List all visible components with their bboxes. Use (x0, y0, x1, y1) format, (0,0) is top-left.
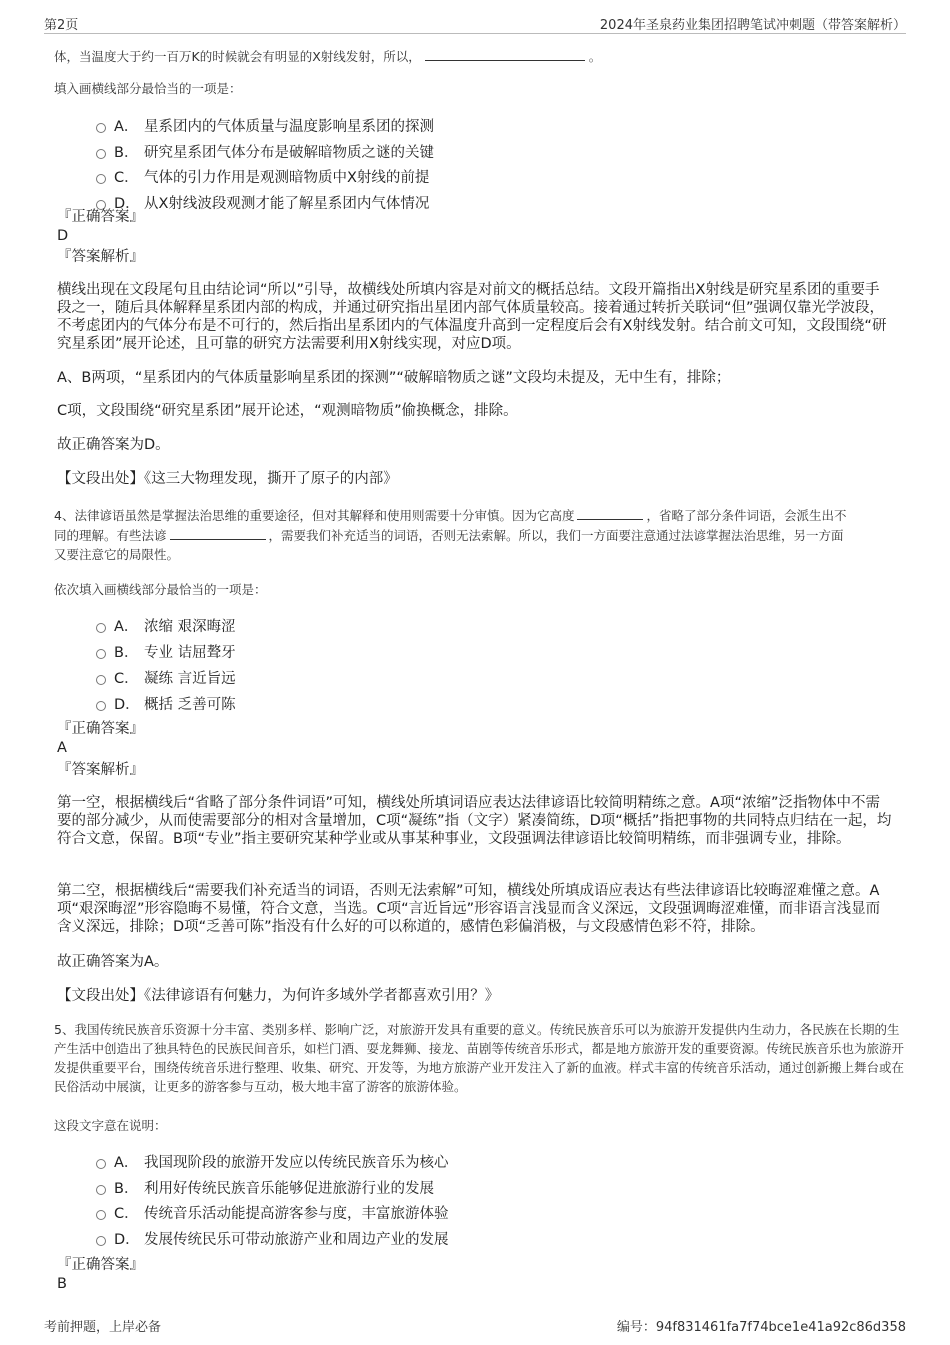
option-letter: C． (114, 1206, 139, 1222)
radio-icon[interactable] (96, 1236, 106, 1246)
option-text: 专业 诘屈聱牙 (144, 645, 236, 661)
q4-option-a[interactable] (96, 615, 236, 636)
option-letter: D． (114, 1232, 140, 1248)
q5-prompt: 这段文字意在说明： (54, 1118, 167, 1133)
q3-analysis-p1: 横线出现在文段尾句且由结论词“所以”引导，故横线处所填内容是对前文的概括总结。文段开篇指出X射线是研究星系团的重要手段之一，随后具体解释星系团内部的构成，并通过研究指出星团内部气体质量较高。接着通过转折关联词“但”强调仅靠光学波段，不考虑团内的气体分布是不可行的，然后指出星系团内的气体温度升高到一定程度后会有X射线发射。结合前文可知，文段围绕“研究星系团”展开论述，且可靠的研究方法需要利用X射线实现，对应D项。 (57, 282, 887, 352)
q3-stem-tail (54, 46, 914, 66)
q3-blank (425, 46, 585, 61)
q4-option-d[interactable] (96, 693, 236, 714)
option-letter: D． (114, 196, 140, 212)
q3-prompt: 填入画横线部分最恰当的一项是： (54, 81, 242, 96)
option-text: 我国现阶段的旅游开发应以传统民族音乐为核心 (144, 1155, 449, 1171)
q4-answer: A (57, 740, 67, 756)
radio-icon[interactable] (96, 675, 106, 685)
option-text: 星系团内的气体质量与温度影响星系团的探测 (144, 119, 434, 135)
option-letter: C． (114, 170, 139, 186)
option-letter: B． (114, 1181, 139, 1197)
q3-answer: D (57, 228, 69, 244)
q5-option-c[interactable] (96, 1202, 449, 1223)
radio-icon[interactable] (96, 1210, 106, 1220)
radio-icon[interactable] (96, 649, 106, 659)
footer-slogan: 考前押题，上岸必备 (44, 1320, 162, 1335)
option-letter: D． (114, 697, 140, 713)
q4-stem-text: 同的理解。有些法谚 (54, 528, 167, 543)
q3-stem-end: 。 (588, 49, 602, 64)
q5-answer-label: 『正确答案』 (57, 1257, 144, 1273)
q3-source: 【文段出处】《这三大物理发现，撕开了原子的内部》 (57, 471, 398, 487)
q4-blank-1 (577, 505, 643, 520)
q3-analysis-label: 『答案解析』 (57, 249, 144, 265)
q4-stem-text: 4、法律谚语虽然是掌握法治思维的重要途径，但对其解释和使用则需要十分审慎。因为它高度 (54, 508, 575, 523)
q3-option-a[interactable] (96, 115, 434, 136)
q4-blank-2 (170, 525, 266, 540)
q4-stem (54, 505, 900, 564)
option-text: 传统音乐活动能提高游客参与度，丰富旅游体验 (144, 1206, 449, 1222)
q4-stem-text: ，省略了部分条件词语，会派生出不 (646, 508, 847, 523)
q3-analysis-p3: C项，文段围绕“研究星系团”展开论述，“观测暗物质”偷换概念，排除。 (57, 403, 518, 419)
radio-icon[interactable] (96, 623, 106, 633)
option-text: 从X射线波段观测才能了解星系团内气体情况 (144, 196, 430, 212)
q4-stem-text: ，需要我们补充适当的词语，否则无法索解。所以，我们一方面要注意通过法谚掌握法治思维，另一方面 (268, 528, 844, 543)
q3-option-b[interactable] (96, 141, 434, 162)
header-divider (44, 33, 906, 34)
q3-option-d[interactable] (96, 192, 429, 213)
q4-answer-label: 『正确答案』 (57, 721, 144, 737)
q4-source: 【文段出处】《法律谚语有何魅力，为何许多域外学者都喜欢引用？》 (57, 988, 500, 1004)
radio-icon[interactable] (96, 1159, 106, 1169)
q5-option-a[interactable] (96, 1151, 449, 1172)
q4-analysis-p2: 第二空，根据横线后“需要我们补充适当的词语，否则无法索解”可知，横线处所填成语应表达有些法律谚语比较晦涩难懂之意。A项“艰深晦涩”形容隐晦不易懂，符合文意，当选。C项“言近旨远”形容语言浅显而含义深远，文段强调晦涩难懂，而非语言浅显而含义深远，排除；D项“乏善可陈”指没有什么好的可以称道的，感情色彩偏消极，与文段感情色彩不符，排除。 (57, 883, 881, 935)
q3-analysis-p2: A、B两项，“星系团内的气体质量影响星系团的探测”“破解暗物质之谜”文段均未提及，无中生有，排除； (57, 370, 731, 386)
footer-code (617, 1316, 906, 1335)
q5-answer: B (57, 1276, 67, 1292)
radio-icon[interactable] (96, 701, 106, 711)
option-letter: A． (114, 1155, 139, 1171)
q4-analysis-label: 『答案解析』 (57, 762, 144, 778)
footer-code-value: 94f831461fa7f74bce1e41a92c86d358 (655, 1320, 906, 1335)
option-letter: A． (114, 619, 139, 635)
option-text: 概括 乏善可陈 (144, 697, 236, 713)
option-text: 利用好传统民族音乐能够促进旅游行业的发展 (144, 1181, 434, 1197)
q4-stem-text: 又要注意它的局限性。 (54, 547, 180, 562)
q4-prompt: 依次填入画横线部分最恰当的一项是： (54, 582, 267, 597)
radio-icon[interactable] (96, 123, 106, 133)
q4-option-c[interactable] (96, 667, 236, 688)
page-number: 第2页 (44, 18, 79, 33)
document-title: 2024年圣泉药业集团招聘笔试冲刺题（带答案解析） (599, 18, 906, 33)
option-letter: C． (114, 671, 139, 687)
option-text: 发展传统民乐可带动旅游产业和周边产业的发展 (144, 1232, 449, 1248)
radio-icon[interactable] (96, 174, 106, 184)
q3-answer-label: 『正确答案』 (57, 209, 144, 225)
q4-option-b[interactable] (96, 641, 236, 662)
option-letter: A． (114, 119, 139, 135)
q3-stem-text: 体，当温度大于约一百万K的时候就会有明显的X射线发射，所以， (54, 49, 421, 64)
q4-analysis-p1: 第一空，根据横线后“省略了部分条件词语”可知，横线处所填词语应表达法律谚语比较简明精练之意。A项“浓缩”泛指物体中不需要的部分减少，从而使需要部分的相对含量增加，C项“凝练”指（文字）紧凑简练，D项“概括”指把事物的共同特点归结在一起，均符合文意，保留。B项“专业”指主要研究某种学业或从事某种事业，文段强调法律谚语比较简明精练，而非强调专业，排除。 (57, 795, 892, 847)
radio-icon[interactable] (96, 149, 106, 159)
radio-icon[interactable] (96, 1185, 106, 1195)
option-text: 浓缩 艰深晦涩 (144, 619, 236, 635)
q5-option-b[interactable] (96, 1177, 434, 1198)
option-letter: B． (114, 145, 139, 161)
q3-analysis-p4: 故正确答案为D。 (57, 437, 170, 453)
option-text: 研究星系团气体分布是破解暗物质之谜的关键 (144, 145, 434, 161)
option-text: 凝练 言近旨远 (144, 671, 236, 687)
q5-option-d[interactable] (96, 1228, 449, 1249)
q3-option-c[interactable] (96, 166, 429, 187)
option-text: 气体的引力作用是观测暗物质中X射线的前提 (144, 170, 430, 186)
q4-analysis-p3: 故正确答案为A。 (57, 954, 169, 970)
q5-stem: 5、我国传统民族音乐资源十分丰富、类别多样、影响广泛，对旅游开发具有重要的意义。传统民族音乐可以为旅游开发提供内生动力，各民族在长期的生产生活中创造出了独具特色的民族民间音乐，如栏门酒、耍龙舞狮、接龙、苗剧等传统音乐形式，都是地方旅游开发的重要资源。传统民族音乐也为旅游开发提供重要平台，围绕传统音乐进行整理、收集、研究、开发等，为地方旅游产业开发注入了新的血液。样式丰富的传统音乐活动，通过创新搬上舞台或在民俗活动中展演，让更多的游客参与互动，极大地丰富了游客的旅游体验。 (54, 1022, 905, 1094)
footer-code-label: 编号： (616, 1320, 656, 1335)
option-letter: B． (114, 645, 139, 661)
